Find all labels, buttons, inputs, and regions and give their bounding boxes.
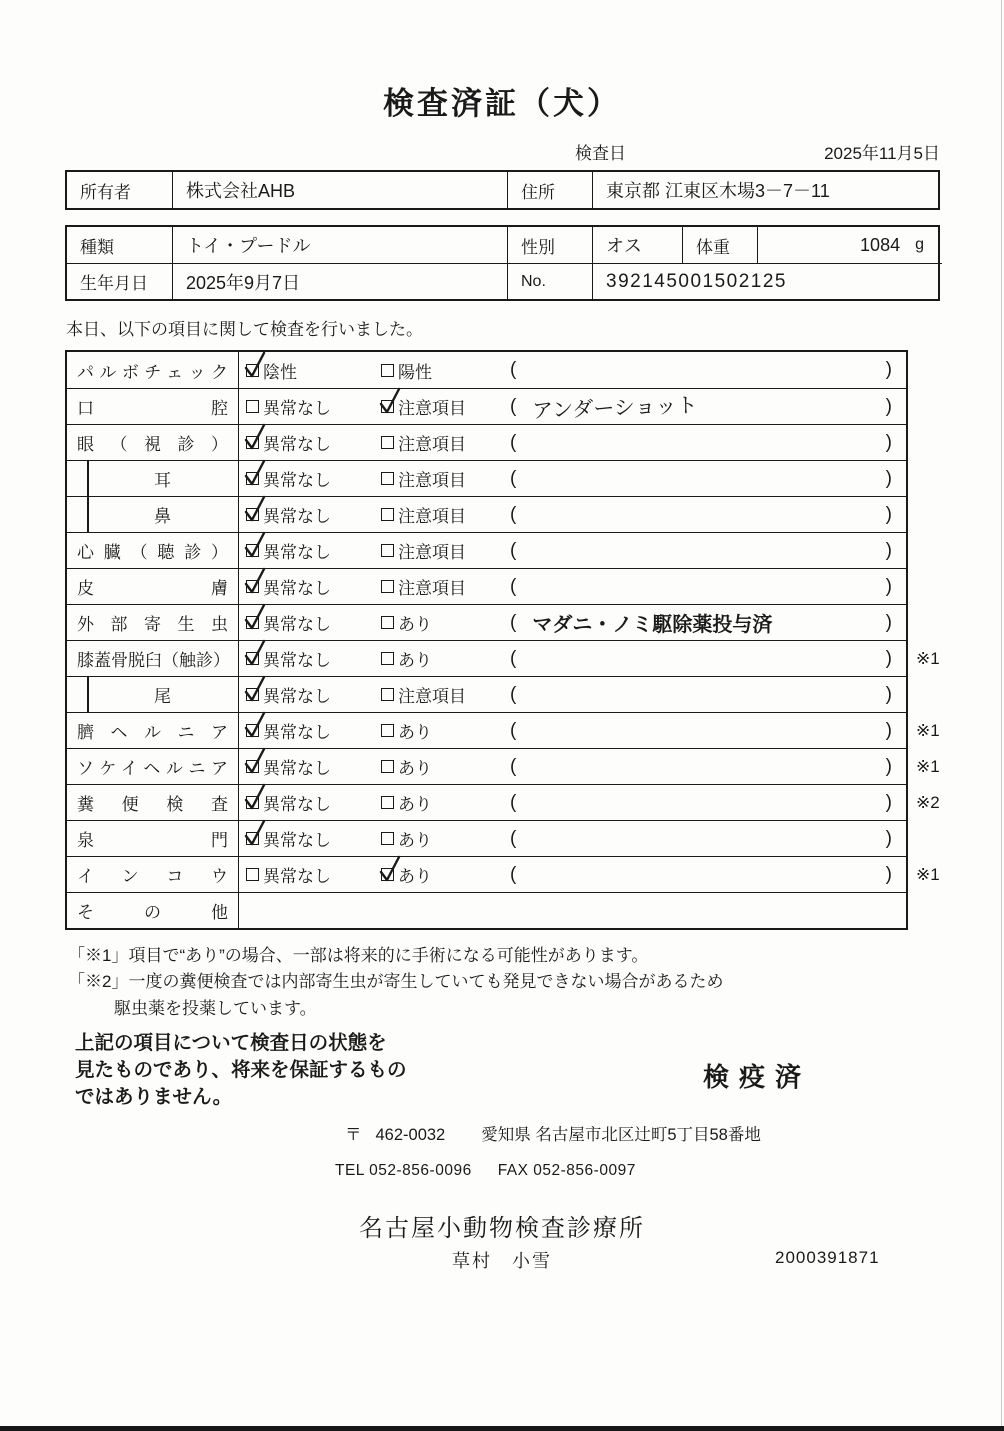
inspection-option-1 bbox=[239, 497, 374, 532]
option-1-checkbox[interactable] bbox=[246, 472, 259, 485]
inspection-item-label-cell bbox=[67, 533, 239, 568]
option-2-label: 注意項目 bbox=[398, 435, 466, 454]
clinic-address: 愛知県 名古屋市北区辻町5丁目58番地 bbox=[481, 1125, 761, 1144]
inspection-option-2 bbox=[374, 497, 507, 532]
inspection-row bbox=[67, 856, 940, 892]
footnote-mark: ※1 bbox=[916, 648, 940, 668]
bottom-block bbox=[75, 1030, 1004, 1111]
option-1-checkbox[interactable] bbox=[246, 688, 259, 701]
option-1-checkbox[interactable] bbox=[246, 652, 259, 665]
option-1-checkbox[interactable] bbox=[246, 796, 259, 809]
close-paren: ) bbox=[885, 719, 892, 741]
inspection-item-label: 口腔 bbox=[77, 399, 228, 418]
checkmark-icon bbox=[379, 855, 401, 883]
option-2-label: 注意項目 bbox=[398, 687, 466, 706]
option-2-label: 陽性 bbox=[398, 362, 432, 382]
option-2-checkbox[interactable] bbox=[381, 724, 394, 737]
inspection-note-text: マダニ・ノミ駆除薬投与済 bbox=[532, 614, 773, 636]
inspection-option-1 bbox=[239, 641, 374, 676]
inspection-row bbox=[67, 352, 906, 388]
clinic-fax: FAX 052-856-0097 bbox=[497, 1161, 636, 1179]
open-paren: ( bbox=[510, 467, 517, 489]
option-2-checkbox[interactable] bbox=[381, 544, 394, 557]
inspection-option-2 bbox=[374, 821, 507, 856]
inspection-item-label-cell bbox=[67, 461, 239, 496]
birthdate-label: 生年月日 bbox=[67, 263, 172, 299]
inspection-note-cell bbox=[507, 352, 906, 388]
inspection-item-label: 外部寄生虫 bbox=[77, 615, 228, 634]
checkmark-icon bbox=[379, 387, 401, 415]
footnote-2-continued: 駆虫薬を投薬しています。 bbox=[114, 998, 317, 1018]
inspection-note-cell bbox=[507, 749, 906, 784]
inspection-item-label: 心臓（聴診） bbox=[77, 543, 228, 562]
breed-label: 種類 bbox=[80, 237, 114, 257]
inspection-option-2 bbox=[374, 677, 507, 712]
option-1-label: 異常なし bbox=[263, 651, 331, 670]
option-2-checkbox[interactable] bbox=[381, 472, 394, 485]
inspection-date-row bbox=[505, 139, 940, 164]
option-1-label: 異常なし bbox=[263, 795, 331, 814]
open-paren: ( bbox=[510, 611, 517, 633]
inspection-note-cell bbox=[507, 785, 906, 820]
inspection-item-label-cell bbox=[67, 893, 239, 928]
option-1-checkbox[interactable] bbox=[246, 760, 259, 773]
open-paren: ( bbox=[510, 719, 517, 741]
open-paren: ( bbox=[510, 431, 517, 453]
inspection-date-value: 2025年11月5日 bbox=[824, 144, 940, 163]
inspection-row bbox=[67, 712, 940, 748]
number-label: No. bbox=[507, 263, 592, 299]
inspection-item-label: その他 bbox=[77, 903, 228, 922]
breed-value: トイ・プードル bbox=[172, 227, 507, 263]
inspection-option-2 bbox=[374, 569, 507, 604]
inspection-item-label: 膝蓋骨脱臼（触診） bbox=[77, 651, 230, 670]
address-label: 住所 bbox=[507, 172, 592, 208]
close-paren: ) bbox=[885, 395, 892, 417]
open-paren: ( bbox=[510, 539, 517, 561]
close-paren: ) bbox=[885, 755, 892, 777]
option-1-label: 異常なし bbox=[263, 759, 331, 778]
clinic-name: 名古屋小動物検査診療所 bbox=[359, 1214, 645, 1242]
close-paren: ) bbox=[885, 791, 892, 813]
option-2-checkbox[interactable] bbox=[381, 436, 394, 449]
checkmark-icon bbox=[244, 351, 266, 379]
inspection-option-2 bbox=[374, 749, 507, 784]
inspection-note-cell bbox=[507, 389, 906, 424]
intro-text: 本日、以下の項目に関して検査を行いました。 bbox=[66, 320, 423, 339]
inspection-item-label: 眼（視診） bbox=[77, 435, 228, 454]
checkmark-icon bbox=[244, 783, 266, 811]
option-2-checkbox[interactable] bbox=[381, 580, 394, 593]
open-paren: ( bbox=[510, 647, 517, 669]
sex-label: 性別 bbox=[507, 227, 592, 263]
inspection-row bbox=[67, 604, 906, 640]
inspection-option-1 bbox=[239, 749, 374, 784]
inspection-note-cell bbox=[507, 497, 906, 532]
checkmark-icon bbox=[244, 567, 266, 595]
quarantine-passed-stamp: 検疫済 bbox=[703, 1062, 812, 1093]
open-paren: ( bbox=[510, 827, 517, 849]
option-1-checkbox[interactable] bbox=[246, 868, 259, 881]
pet-table bbox=[65, 225, 940, 301]
close-paren: ) bbox=[885, 503, 892, 525]
option-2-label: あり bbox=[398, 723, 432, 742]
inspection-option-2 bbox=[374, 713, 507, 748]
clinic-tel: TEL 052-856-0096 bbox=[335, 1161, 472, 1179]
option-1-label: 異常なし bbox=[263, 723, 331, 742]
weight-label: 体重 bbox=[682, 227, 757, 263]
checkmark-icon bbox=[244, 459, 266, 487]
inspection-item-label-cell bbox=[67, 605, 239, 640]
option-2-label: あり bbox=[398, 651, 432, 670]
inspection-row bbox=[67, 568, 906, 604]
checkmark-icon bbox=[244, 531, 266, 559]
inspection-item-label-cell bbox=[67, 569, 239, 604]
inspection-item-label-cell bbox=[67, 497, 239, 532]
option-2-label: 注意項目 bbox=[398, 507, 466, 526]
option-2-label: 注意項目 bbox=[398, 399, 466, 418]
inspection-row bbox=[67, 640, 940, 676]
clinic-address-line bbox=[345, 1121, 1004, 1145]
inspection-note-cell bbox=[507, 677, 906, 712]
inspection-option-1 bbox=[239, 533, 374, 568]
inspection-item-label-cell bbox=[67, 352, 239, 388]
inspection-item-label: 泉門 bbox=[77, 831, 228, 850]
checkmark-icon bbox=[244, 675, 266, 703]
option-1-label: 異常なし bbox=[263, 579, 331, 598]
option-1-label: 異常なし bbox=[263, 687, 331, 706]
inspection-item-label-cell bbox=[67, 389, 239, 424]
disclaimer-line-2: 見たものであり、将来を保証するもの bbox=[75, 1058, 407, 1081]
inspection-date-label: 検査日 bbox=[575, 144, 626, 163]
option-2-checkbox[interactable] bbox=[381, 760, 394, 773]
option-2-checkbox[interactable] bbox=[381, 400, 394, 413]
postal-code: 462-0032 bbox=[375, 1125, 446, 1144]
option-2-checkbox[interactable] bbox=[381, 796, 394, 809]
disclaimer-line-3: ではありません。 bbox=[75, 1085, 233, 1108]
inspection-note-cell bbox=[507, 713, 906, 748]
option-2-label: 注意項目 bbox=[398, 579, 466, 598]
option-1-checkbox[interactable] bbox=[246, 580, 259, 593]
option-2-checkbox[interactable] bbox=[381, 688, 394, 701]
open-paren: ( bbox=[510, 791, 517, 813]
option-2-checkbox[interactable] bbox=[381, 832, 394, 845]
inspection-item-label-cell bbox=[67, 713, 239, 748]
address-value: 東京都 江東区木場3－7－11 bbox=[592, 172, 942, 208]
inspection-item-label-cell bbox=[67, 425, 239, 460]
option-2-checkbox[interactable] bbox=[381, 508, 394, 521]
inspection-note-cell bbox=[507, 605, 906, 640]
inspection-item-label: 糞便検査 bbox=[77, 795, 228, 814]
disclaimer-line-1: 上記の項目について検査日の状態を bbox=[75, 1032, 387, 1055]
checkmark-icon bbox=[244, 711, 266, 739]
footnote-1: 「※1」項目で“あり”の場合、一部は将来的に手術になる可能性があります。 bbox=[68, 946, 649, 965]
inspection-row bbox=[67, 388, 906, 424]
option-2-label: あり bbox=[398, 795, 432, 814]
weight-cell bbox=[757, 227, 942, 263]
inspection-row bbox=[67, 892, 906, 928]
birthdate-value: 2025年9月7日 bbox=[172, 263, 507, 299]
disclaimer bbox=[75, 1030, 1004, 1111]
option-1-checkbox[interactable] bbox=[246, 724, 259, 737]
postal-mark-icon: 〒 bbox=[345, 1125, 362, 1144]
inspection-option-1 bbox=[239, 785, 374, 820]
inspection-option-1 bbox=[239, 857, 374, 892]
inspection-option-2 bbox=[374, 425, 507, 460]
inspection-option-1 bbox=[239, 605, 374, 640]
owner-table bbox=[65, 170, 940, 210]
open-paren: ( bbox=[510, 503, 517, 525]
checkmark-icon bbox=[244, 639, 266, 667]
inspection-row bbox=[67, 532, 906, 568]
clinic-tel-line bbox=[335, 1162, 1004, 1180]
inspection-row bbox=[67, 820, 906, 856]
option-2-checkbox[interactable] bbox=[381, 364, 394, 377]
inspection-note-cell bbox=[507, 425, 906, 460]
weight-value: 1084 bbox=[860, 234, 901, 255]
option-1-checkbox[interactable] bbox=[246, 544, 259, 557]
inspection-item-label: 鼻 bbox=[154, 507, 171, 526]
option-1-checkbox[interactable] bbox=[246, 364, 259, 377]
inspection-row bbox=[67, 748, 940, 784]
footnote-mark: ※2 bbox=[916, 792, 940, 812]
inspection-row bbox=[67, 676, 906, 712]
inspection-option-2 bbox=[374, 352, 507, 388]
close-paren: ) bbox=[885, 467, 892, 489]
option-2-label: あり bbox=[398, 615, 432, 634]
inspection-item-label: ソケイヘルニア bbox=[77, 759, 228, 778]
owner-value: 株式会社AHB bbox=[172, 172, 507, 208]
option-1-label: 異常なし bbox=[263, 507, 331, 526]
footnote-mark: ※1 bbox=[916, 756, 940, 776]
inspection-note-cell bbox=[507, 461, 906, 496]
inspection-option-2 bbox=[374, 605, 507, 640]
inspection-option-2 bbox=[374, 461, 507, 496]
option-2-checkbox[interactable] bbox=[381, 868, 394, 881]
open-paren: ( bbox=[510, 863, 517, 885]
inspection-item-label-cell bbox=[67, 641, 239, 676]
option-2-label: あり bbox=[398, 867, 432, 886]
inspection-option-1 bbox=[239, 389, 374, 424]
inspection-row bbox=[67, 460, 906, 496]
option-1-label: 陰性 bbox=[263, 362, 297, 382]
inspection-table bbox=[65, 350, 940, 930]
footnote-2: 「※2」一度の糞便検査では内部寄生虫が寄生していても発見できない場合があるため bbox=[68, 972, 724, 992]
option-2-checkbox[interactable] bbox=[381, 652, 394, 665]
inspection-row bbox=[67, 424, 906, 460]
option-2-checkbox[interactable] bbox=[381, 616, 394, 629]
option-1-checkbox[interactable] bbox=[246, 436, 259, 449]
footnotes bbox=[68, 943, 1004, 1022]
serial-number: 2000391871 bbox=[775, 1248, 880, 1267]
inspection-option-1 bbox=[239, 821, 374, 856]
owner-label: 所有者 bbox=[80, 182, 131, 202]
close-paren: ) bbox=[885, 539, 892, 561]
checkmark-icon bbox=[244, 819, 266, 847]
checkmark-icon bbox=[244, 747, 266, 775]
open-paren: ( bbox=[510, 683, 517, 705]
page-title: 検査済証（犬） bbox=[383, 86, 621, 121]
footnote-mark: ※1 bbox=[916, 720, 940, 740]
option-2-label: あり bbox=[398, 831, 432, 850]
inspection-option-2 bbox=[374, 389, 507, 424]
inspection-option-1 bbox=[239, 569, 374, 604]
option-1-checkbox[interactable] bbox=[246, 616, 259, 629]
inspection-option-2 bbox=[374, 533, 507, 568]
inspection-item-label: 臍ヘルニア bbox=[77, 723, 228, 742]
inspection-item-label-cell bbox=[67, 677, 239, 712]
inspection-option-2 bbox=[374, 857, 507, 892]
open-paren: ( bbox=[510, 395, 517, 417]
option-1-label: 異常なし bbox=[263, 831, 331, 850]
close-paren: ) bbox=[885, 683, 892, 705]
open-paren: ( bbox=[510, 755, 517, 777]
number-value: 392145001502125 bbox=[592, 263, 942, 299]
option-1-label: 異常なし bbox=[263, 471, 331, 490]
option-1-label: 異常なし bbox=[263, 543, 331, 562]
close-paren: ) bbox=[885, 359, 892, 380]
close-paren: ) bbox=[885, 611, 892, 633]
footnote-mark: ※1 bbox=[916, 864, 940, 884]
inspection-note-cell bbox=[507, 641, 906, 676]
inspection-item-label-cell bbox=[67, 857, 239, 892]
inspection-row bbox=[67, 784, 940, 820]
inspection-option-1 bbox=[239, 352, 374, 388]
close-paren: ) bbox=[885, 647, 892, 669]
inspection-row bbox=[67, 496, 906, 532]
close-paren: ) bbox=[885, 827, 892, 849]
inspection-item-label: パルボチェック bbox=[77, 362, 228, 382]
inspection-option-1 bbox=[239, 677, 374, 712]
inspection-option-2 bbox=[374, 785, 507, 820]
inspection-note-text: アンダーショット bbox=[531, 392, 699, 423]
option-2-label: 注意項目 bbox=[398, 543, 466, 562]
checkmark-icon bbox=[244, 495, 266, 523]
inspection-option-1 bbox=[239, 461, 374, 496]
option-1-label: 異常なし bbox=[263, 615, 331, 634]
option-1-label: 異常なし bbox=[263, 399, 331, 418]
open-paren: ( bbox=[510, 575, 517, 597]
checkmark-icon bbox=[244, 423, 266, 451]
inspection-item-label: 耳 bbox=[154, 471, 171, 490]
close-paren: ) bbox=[885, 863, 892, 885]
inspection-note-cell bbox=[507, 569, 906, 604]
inspection-item-label-cell bbox=[67, 821, 239, 856]
close-paren: ) bbox=[885, 431, 892, 453]
inspection-item-label: インコウ bbox=[77, 867, 228, 886]
option-2-label: あり bbox=[398, 759, 432, 778]
option-1-checkbox[interactable] bbox=[246, 508, 259, 521]
option-1-checkbox[interactable] bbox=[246, 400, 259, 413]
staff-name: 草村 小雪 bbox=[452, 1250, 552, 1271]
open-paren: ( bbox=[510, 359, 517, 380]
option-1-label: 異常なし bbox=[263, 867, 331, 886]
inspection-note-cell bbox=[507, 857, 906, 892]
inspection-item-label-cell bbox=[67, 785, 239, 820]
option-1-checkbox[interactable] bbox=[246, 832, 259, 845]
checkmark-icon bbox=[244, 603, 266, 631]
inspection-option-1 bbox=[239, 713, 374, 748]
inspection-note-cell bbox=[507, 821, 906, 856]
inspection-option-2 bbox=[374, 641, 507, 676]
inspection-note-cell bbox=[507, 533, 906, 568]
close-paren: ) bbox=[885, 575, 892, 597]
sex-value: オス bbox=[592, 227, 682, 263]
inspection-item-label: 皮膚 bbox=[77, 579, 228, 598]
weight-unit: g bbox=[915, 236, 924, 253]
inspection-option-1 bbox=[239, 425, 374, 460]
inspection-item-label: 尾 bbox=[154, 687, 171, 706]
option-2-label: 注意項目 bbox=[398, 471, 466, 490]
inspection-item-label-cell bbox=[67, 749, 239, 784]
option-1-label: 異常なし bbox=[263, 435, 331, 454]
